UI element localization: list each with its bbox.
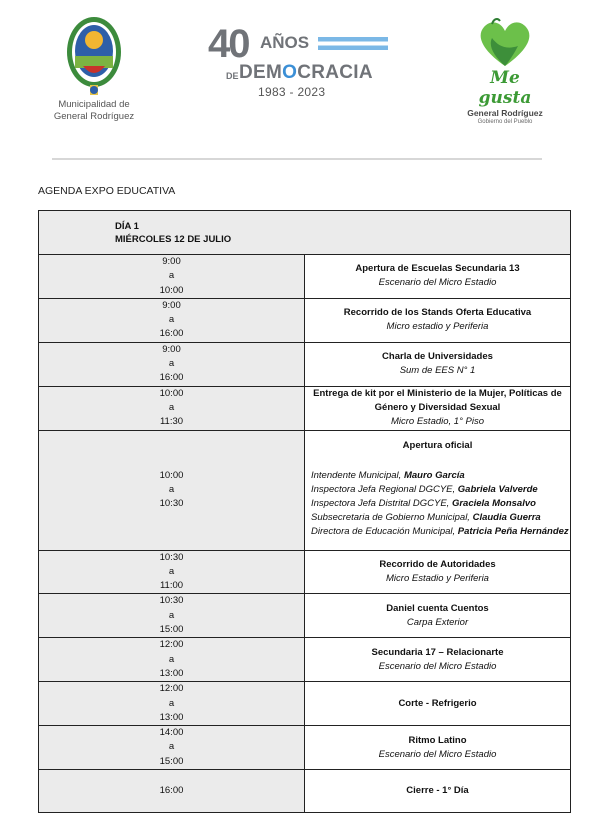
day-date: MIÉRCOLES 12 DE JULIO [115, 233, 232, 245]
brand-town: General Rodríguez [467, 108, 543, 118]
time-cell: 9:00 a 16:00 [39, 298, 305, 342]
table-row [39, 386, 571, 430]
brand-tagline: Gobierno del Pueblo [477, 119, 533, 125]
anniversary-years: 1983 - 2023 [258, 85, 326, 99]
attendee: Subsecretaria de Gobierno Municipal, Claudia Guerra [311, 512, 541, 524]
event-title: Corte - Refrigerio [398, 697, 477, 709]
time-cell: 9:00 a 16:00 [39, 342, 305, 386]
event-cell [305, 550, 571, 594]
table-row [39, 682, 571, 726]
event-cell [305, 594, 571, 638]
event-cell [305, 386, 571, 430]
event-title: Ritmo Latino [408, 734, 467, 746]
anniversary-anos: AÑOS [260, 33, 310, 52]
event-location: Carpa Exterior [406, 616, 469, 628]
attendee: Intendente Municipal, Mauro García [311, 469, 465, 481]
table-row [39, 726, 571, 770]
event-cell [305, 682, 571, 726]
time-cell: 9:00 a 10:00 [39, 255, 305, 299]
attendee: Inspectora Jefa Distrital DGCYE, Graciela Monsalvo [311, 497, 536, 509]
municipality-logo [48, 14, 140, 122]
time-cell: 10:00 a 11:30 [39, 386, 305, 430]
municipality-caption-line2: General Rodríguez [53, 111, 135, 122]
table-row [39, 255, 571, 299]
event-cell [305, 342, 571, 386]
event-title: Cierre - 1° Día [406, 785, 469, 797]
heart-icon [474, 16, 536, 70]
attendee: Inspectora Jefa Regional DGCYE, Gabriela Valverde [311, 483, 538, 495]
time-cell: 10:00 a 10:30 [39, 430, 305, 550]
event-location: Micro estadio y Periferia [386, 321, 489, 333]
time-cell: 12:00 a 13:00 [39, 682, 305, 726]
table-row [39, 298, 571, 342]
table-row [39, 770, 571, 813]
day-label: DÍA 1 [115, 220, 139, 232]
event-title: Recorrido de Autoridades [379, 559, 496, 570]
event-location: Escenario del Micro Estadio [378, 748, 497, 760]
event-location: Micro Estadio y Periferia [386, 573, 489, 584]
event-cell [305, 255, 571, 299]
event-title: Apertura oficial [402, 439, 473, 451]
event-location: Escenario del Micro Estadio [378, 277, 497, 289]
day-header-cell [39, 211, 571, 255]
table-row [39, 638, 571, 682]
event-cell [305, 430, 571, 550]
table-row [39, 594, 571, 638]
time-cell: 14:00 a 15:00 [39, 726, 305, 770]
event-title: Apertura de Escuelas Secundaria 13 [355, 263, 520, 275]
event-title: Daniel cuenta Cuentos [386, 602, 489, 614]
time-cell: 10:30 a 15:00 [39, 594, 305, 638]
anniversary-democracia: DEMOCRACIA [239, 62, 373, 83]
agenda-title: AGENDA EXPO EDUCATIVA [38, 185, 176, 197]
table-row-opening [39, 430, 571, 550]
municipality-caption-line1: Municipalidad de [58, 99, 130, 110]
event-cell [305, 638, 571, 682]
event-title: Secundaria 17 – Relacionarte [371, 646, 504, 658]
brand-slogan: Me gusta [478, 68, 532, 108]
schedule-table [38, 210, 571, 813]
attendee-list [305, 469, 570, 540]
event-title: Entrega de kit por el Ministerio de la Mujer, Políticas de Género y Diversidad Sexual [313, 388, 562, 414]
time-cell: 16:00 [39, 770, 305, 813]
argentina-flag-icon [318, 37, 388, 50]
me-gusta-logo [462, 16, 548, 125]
day-header-row [39, 211, 571, 255]
event-cell [305, 298, 571, 342]
event-location: Sum de EES N° 1 [399, 365, 476, 377]
event-title: Recorrido de los Stands Oferta Educativa [343, 307, 532, 319]
header-divider [52, 158, 542, 160]
time-cell: 12:00 a 13:00 [39, 638, 305, 682]
event-title: Charla de Universidades [382, 351, 493, 363]
anniversary-de: DE [226, 71, 239, 81]
event-location: Escenario del Micro Estadio [378, 660, 497, 672]
table-row [39, 550, 571, 594]
municipality-shield-icon [63, 14, 125, 98]
anniversary-logo [208, 22, 393, 100]
event-cell [305, 726, 571, 770]
anniversary-number: 40 [208, 22, 249, 66]
event-cell [305, 770, 571, 813]
event-location: Micro Estadio, 1° Piso [390, 416, 485, 428]
time-cell: 10:30 a 11:00 [39, 550, 305, 594]
table-row [39, 342, 571, 386]
attendee: Directora de Educación Municipal, Patricia Peña Hernández [311, 526, 569, 538]
